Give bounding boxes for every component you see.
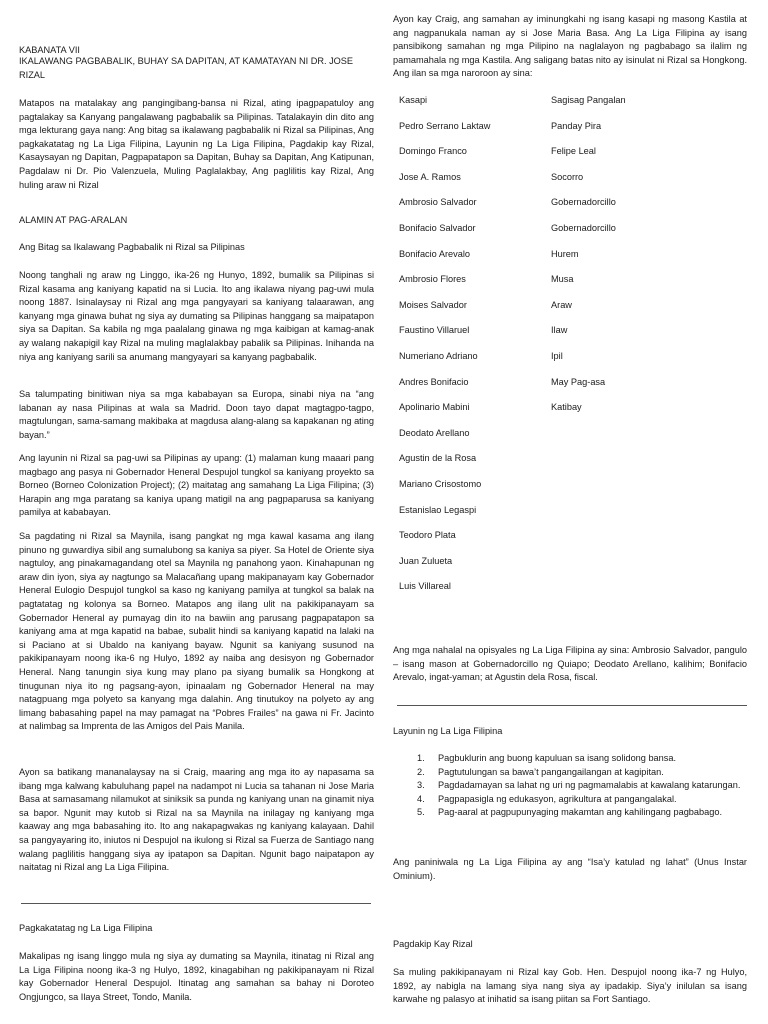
table-row: [393, 273, 747, 299]
member-name: Luis Villareal: [399, 581, 451, 592]
member-alias: Musa: [551, 274, 574, 285]
member-name: Andres Bonifacio: [399, 376, 469, 387]
paragraph-return: Noong tanghali ng araw ng Linggo, ika-26 ng Hunyo, 1892, bumalik sa Pilipinas si Rizal kasama ang kaniyang kapatid na si Lucia. Ito ang ikalawa niyang pag-uwi mula noong 1887. Isinalaysay ni Rizal ang mga pangyayari sa kaniyang talaarawan, ang kanyang mga ginawa buhat ng siya ay dumating sa Pilipinas hanggang sa maipatapon siya sa Dapitan. Sa kabila ng mga paalalang ginawa ng mga kaibigan at kamag-anak ay walang nakapigil kay Rizal na muling maglalakbay pabalik sa Pilipinas. Inihanda na niya ang kaniyang sarili sa anumang mangyayari sa kanyang pagbabalik.: [19, 270, 374, 362]
table-row: [393, 324, 747, 350]
paragraph-arrest: Sa muling pakikipanayam ni Rizal kay Gob. Hen. Despujol noong ika-7 ng Hulyo, 1892, ay nabigla na lamang siya nang siya ay ipadakip. Siya’y inilulan sa isang karwahe ng palasyo at inihatid sa isang piitan sa Fort Santiago.: [393, 967, 747, 1005]
member-name: Bonifacio Arevalo: [399, 248, 470, 259]
table-row: [393, 478, 747, 504]
list-text: Pagbuklurin ang buong kapuluan sa isang solidong bansa.: [438, 753, 677, 763]
member-name: Numeriano Adriano: [399, 350, 478, 361]
table-row: [393, 580, 747, 606]
list-number: 3.: [417, 780, 425, 791]
member-name: Apolinario Mabini: [399, 402, 470, 413]
list-number: 4.: [417, 793, 425, 804]
table-row: [393, 171, 747, 197]
paragraph-founding: Makalipas ng isang linggo mula ng siya ay dumating sa Maynila, itinatag ni Rizal ang La Liga Filipina noong ika-3 ng Hulyo, 1892, kinagabihan ng pakikipanayam ni Rizal kay Gobernador Heneral Despujol. Itinatag ang samahan sa bahay ni Doroteo Ongjungco, sa Ilaya Street, Tondo, Manila.: [19, 951, 374, 1002]
section-heading-bitag: Ang Bitag sa Ikalawang Pagbabalik ni Rizal sa Pilipinas: [19, 242, 245, 252]
table-row: [393, 248, 747, 274]
table-row: [393, 120, 747, 146]
member-alias: Araw: [551, 299, 572, 310]
paragraph-speech: Sa talumpating binitiwan niya sa mga kababayan sa Europa, sinabi niya na “ang labanan ay nasa Pilipinas at wala sa Madrid. Doon tayo dapat magtagpo-tagpo, magtulungan, sama-samang makibaka at magdusa alang-alang sa kapakanan ng ating bayan.”: [19, 389, 374, 440]
member-name: Ambrosio Flores: [399, 274, 466, 285]
divider: [21, 903, 371, 904]
table-row: [393, 376, 747, 402]
table-row: [393, 427, 747, 453]
table-row: [393, 504, 747, 530]
member-alias: Panday Pira: [551, 120, 602, 131]
paragraph-craig: Ayon sa batikang mananalaysay na si Craig, maaring ang mga ito ay napasama sa ibang mga kalwang kabuluhang papel na nadampot ni Lucia sa tahanan ni Jose Maria Basa at samasamang nilamukot at siniksik sa punda ng kaniyang unan na ginamit niya sa bapor. Ngunit may kutob si Rizal na sa Maynila na inilagay ng kaniyang mga kaaway ang mga babasahing ito. Ito ang nakapagwakas ng kaniyang kalayaan. Dahil sa pangyayaring ito, iniutos ni Despujol na ikulong si Rizal sa Fuerza de Santiago nang walang paglilitis hanggang siya ay ipatapon sa Dapitan. Ngunit bago naipatapon ay naitatag ni Rizal ang La Liga Filipina.: [19, 767, 374, 873]
list-item: [393, 779, 747, 793]
list-number: 2.: [417, 766, 425, 777]
objectives-heading: ALAMIN AT PAG-ARALAN: [19, 215, 128, 225]
member-name: Mariano Crisostomo: [399, 478, 482, 489]
section-heading-arrest: Pagdakip Kay Rizal: [393, 939, 473, 949]
paragraph-officers: Ang mga nahalal na opisyales ng La Liga Filipina ay sina: Ambrosio Salvador, pangulo – isang mason at Gobernadorcillo ng Quiapo; Deodato Arellano, kalihim; Bonifacio Arevalo, ingat-yaman; at Agustin dela Rosa, fiscal.: [393, 645, 747, 683]
list-text: Pagdadamayan sa lahat ng uri ng pagmamalabis at kawalang katarungan.: [438, 780, 741, 791]
member-name: Bonifacio Salvador: [399, 222, 476, 233]
member-alias: Ilaw: [551, 325, 568, 336]
paragraph-purpose: Ang layunin ni Rizal sa pag-uwi sa Pilipinas ay upang: (1) malaman kung maaari pang magbago ang pasya ni Gobernador Heneral Despujol tungkol sa kaniyang proyekto sa Borneo (Borneo Colonization Project); (2) maitatag ang samahang La Liga Filipina; (3) Harapin ang mga paratang sa kaniya upang matigil na ang pagpaparusa sa kaniyang pamilya at kababayan.: [19, 453, 374, 518]
intro-paragraph: Matapos na matalakay ang pangingibang-bansa ni Rizal, ating ipagpapatuloy ang pagtalakay sa Kanyang pangalawang pagbabalik sa Pilipinas. Tatalakayin din dito ang mga lekturang gaya nang: Ang bitag sa ikalawang pagbabalik ni Rizal sa Pilipinas, Ang pagkakatatag ng La Liga Filipina, Layunin ng La Liga Filipina, Pagdakip kay Rizal, Kasaysayan ng Dapitan, Pagpapatapon sa Dapitan, Buhay sa Dapitan, Ang Katipunan, Pagdalaw ni Dr. Pio Valenzuela, Muling Paglalakbay, Ang paglilitis kay Rizal, Ang huling araw ni Rizal: [19, 98, 374, 190]
list-text: Pagpapasigla ng edukasyon, agrikultura at pangangalakal.: [438, 793, 677, 804]
member-name: Jose A. Ramos: [399, 171, 461, 182]
list-item: [393, 793, 747, 807]
list-item: [393, 752, 747, 766]
member-name: Deodato Arellano: [399, 427, 470, 438]
paragraph-craig-liga: Ayon kay Craig, ang samahan ay iminungkahi ng isang kasapi ng masong Kastila at ang nagpanukala naman ay si Jose Maria Basa. Ang La Liga Filipina ay isang pansibikong samahan ng mga Pilipino na naglalayon ng pagbabago sa ilalim ng pamamahala ng mga Kastila. Ang saligang batas nito ay isinulat ni Rizal sa Hongkong. Ang ilan sa mga naroroon ay sina:: [393, 14, 747, 79]
member-name: Teodoro Plata: [399, 530, 456, 541]
member-name: Domingo Franco: [399, 146, 467, 157]
column-header-alias: Sagisag Pangalan: [551, 95, 626, 105]
member-alias: Gobernadorcillo: [551, 222, 616, 233]
table-row: [393, 452, 747, 478]
table-row: [393, 401, 747, 427]
list-item: [393, 766, 747, 780]
member-name: Faustino Villaruel: [399, 325, 470, 336]
goals-heading: Layunin ng La Liga Filipina: [393, 726, 503, 736]
member-name: Agustin de la Rosa: [399, 453, 477, 464]
section-heading-liga: Pagkakatatag ng La Liga Filipina: [19, 923, 153, 933]
member-name: Estanislao Legaspi: [399, 504, 477, 515]
list-text: Pagtutulungan sa bawa’t pangangailangan at kagipitan.: [438, 766, 664, 777]
list-text: Pag-aaral at pagpupunyaging makamtan ang kahilingang pagbabago.: [438, 807, 723, 818]
table-row: [393, 299, 747, 325]
list-number: 5.: [417, 807, 425, 818]
table-row: [393, 145, 747, 171]
members-table-header: [393, 94, 747, 120]
table-row: [393, 350, 747, 376]
member-name: Ambrosio Salvador: [399, 197, 477, 208]
chapter-number: KABANATA VII: [19, 45, 80, 55]
member-alias: Socorro: [551, 171, 584, 182]
motto-paragraph: Ang paniniwala ng La Liga Filipina ay ang “Isa’y katulad ng lahat” (Unus Instar Ominium).: [393, 857, 747, 881]
table-row: [393, 222, 747, 248]
table-row: [393, 196, 747, 222]
goals-list: [393, 752, 747, 820]
paragraph-arrival: Sa pagdating ni Rizal sa Maynila, isang pangkat ng mga kawal kasama ang ilang pinuno ng guwardiya sibil ang sumalubong sa kaniya sa piyer. Sa Hotel de Oriente siya nagtuloy, ang pinakamagandang otel sa Maynila ng panahong yaon. Kinahapunan ng araw din iyon, siya ay nagtungo sa Malacañang upang makipanayam kay Gobernador Heneral Eulogio Despujol tungkol sa kaso ng kaniyang pamilya at tungkol sa balak na pagtatatag ng kolonya sa Borneo. Matapos ang ilang ulit na pakikipanayam sa Gobernador Heneral ay pumayag din ito na bawiin ang parusang pagpapatapon sa kaniyang ama at mga kapatid na babae, subalit hindi sa kaniyang kapatid na lalaki na si Paciano at si Ubaldo na kaniyang bayaw. Ngunit sa kaniyang susunod na pakikipanayam noong ika-6 ng Hulyo, 1892 ay naiba ang desisyon ng Gobernador Heneral. Nang tanungin siya kung may plano pa siyang bumalik sa Hongkong at tinugunan niya ito ng pagsang-ayon, ipinaalam ng Gobernador Heneral na may natagpuang mga polyeto sa kanyang mga dalahin. Ang tinutukoy na polyeto ay ang limang babasahing papel na may pamagat na “Pobres Frailes” na gawa ni Fr. Jacinto at nalimbag sa Imprenta de las Amigos del Pais Manila.: [19, 531, 374, 732]
table-row: [393, 555, 747, 581]
member-alias: Felipe Leal: [551, 146, 596, 157]
member-name: Moises Salvador: [399, 299, 467, 310]
member-alias: Gobernadorcillo: [551, 197, 616, 208]
member-name: Juan Zulueta: [399, 555, 453, 566]
list-item: [393, 806, 747, 820]
column-header-member: Kasapi: [399, 95, 428, 105]
member-name: Pedro Serrano Laktaw: [399, 120, 491, 131]
chapter-title: IKALAWANG PAGBABALIK, BUHAY SA DAPITAN, AT KAMATAYAN NI DR. JOSE RIZAL: [19, 56, 354, 80]
member-alias: Hurem: [551, 248, 579, 259]
member-alias: Ipil: [551, 350, 563, 361]
list-number: 1.: [417, 753, 425, 763]
divider: [397, 705, 747, 706]
table-row: [393, 529, 747, 555]
member-alias: Katibay: [551, 402, 582, 413]
members-table: [393, 94, 747, 606]
member-alias: May Pag-asa: [551, 376, 606, 387]
